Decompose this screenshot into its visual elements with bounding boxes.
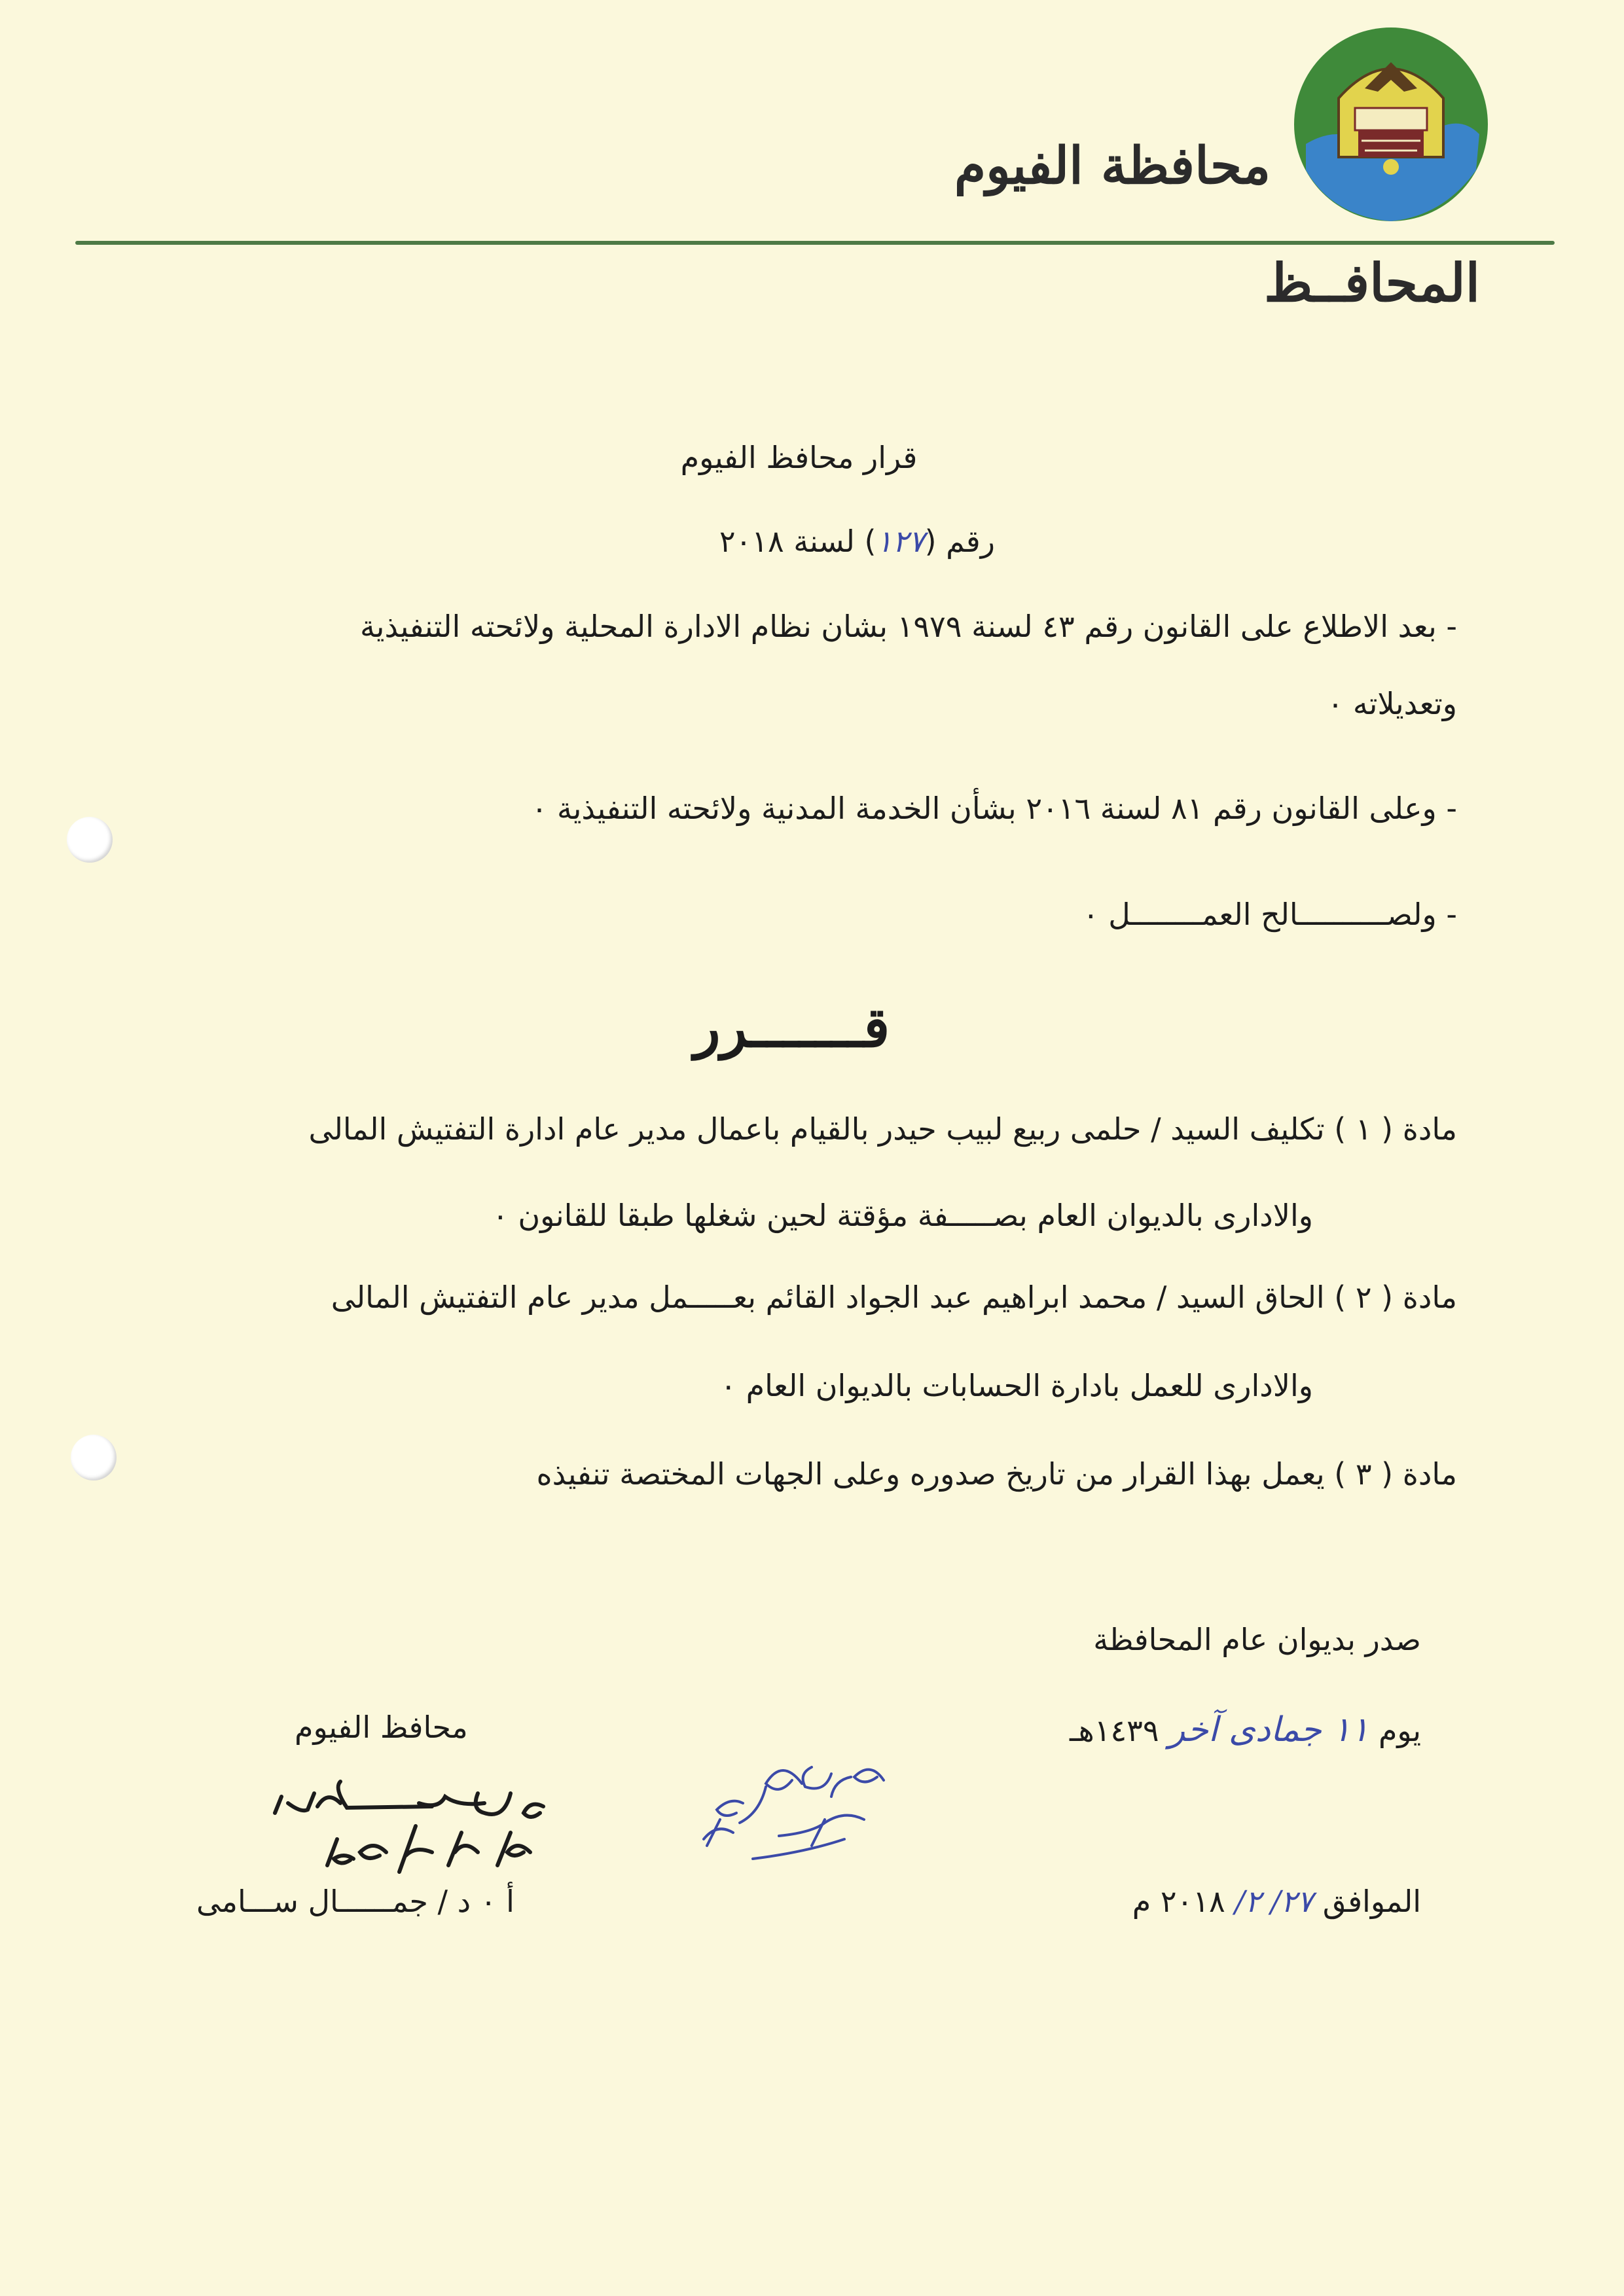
preamble-1-line-1: - بعد الاطلاع على القانون رقم ٤٣ لسنة ١٩٧٩ بشان نظام الادارة المحلية ولائحته التنفيذية (359, 609, 1457, 644)
gregorian-date (1132, 1884, 1421, 1920)
decree-number-suffix: ) لسنة ٢٠١٨ (719, 524, 876, 559)
office-title: المحافــظ (1264, 252, 1480, 314)
governor-signature (236, 1767, 576, 1892)
header-divider (75, 241, 1555, 245)
article-2-line-2: والادارى للعمل بادارة الحسابات بالديوان العام ٠ (720, 1368, 1313, 1403)
hijri-prefix: يوم (1378, 1713, 1421, 1748)
article-1-line-2: والادارى بالديوان العام بصـــــفة مؤقتة لحين شغلها طبقا للقانون ٠ (492, 1198, 1313, 1233)
clerk-signature (694, 1741, 910, 1872)
decree-number-prefix: رقم ( (924, 524, 995, 559)
article-3: مادة ( ٣ ) يعمل بهذا القرار من تاريخ صدوره وعلى الجهات المختصة تنفيذه (536, 1456, 1457, 1492)
resolved-heading: قـــــــرر (694, 995, 890, 1060)
issued-at: صدر بديوان عام المحافظة (1093, 1622, 1421, 1657)
governor-name: أ ٠ د / جمــــــال ســـامى (196, 1884, 514, 1919)
article-2-line-1: مادة ( ٢ ) الحاق السيد / محمد ابراهيم عبد الجواد القائم بعـــــمل مدير عام التفتيش المالى (331, 1280, 1457, 1315)
preamble-3: - ولصــــــــــالح العمــــــــل ٠ (1082, 897, 1457, 932)
decree-heading: قرار محافظ الفيوم (680, 440, 918, 475)
gregorian-year: ٢٠١٨ م (1132, 1884, 1225, 1919)
hijri-year: ١٤٣٩هـ (1070, 1713, 1159, 1748)
governor-label: محافظ الفيوم (295, 1710, 468, 1745)
gregorian-handwritten: ٢٧/ ٢/ (1235, 1884, 1314, 1919)
governorate-seal (1293, 26, 1489, 223)
punch-hole (71, 1435, 117, 1480)
hijri-date (1070, 1710, 1421, 1750)
decree-number-line (641, 524, 995, 560)
decree-number: ١٢٧ (876, 524, 925, 559)
preamble-2: - وعلى القانون رقم ٨١ لسنة ٢٠١٦ بشأن الخدمة المدنية ولائحته التنفيذية ٠ (531, 791, 1457, 826)
article-1-line-1: مادة ( ١ ) تكليف السيد / حلمى ربيع لبيب حيدر بالقيام باعمال مدير عام ادارة التفتيش المالى (308, 1111, 1457, 1147)
gregorian-prefix: الموافق (1322, 1884, 1421, 1919)
governorate-name: محافظة الفيوم (954, 136, 1271, 196)
punch-hole (67, 817, 113, 863)
preamble-1-line-2: وتعديلاته ٠ (1327, 686, 1457, 721)
hijri-handwritten: ١١ جمادى آخر (1168, 1710, 1369, 1749)
